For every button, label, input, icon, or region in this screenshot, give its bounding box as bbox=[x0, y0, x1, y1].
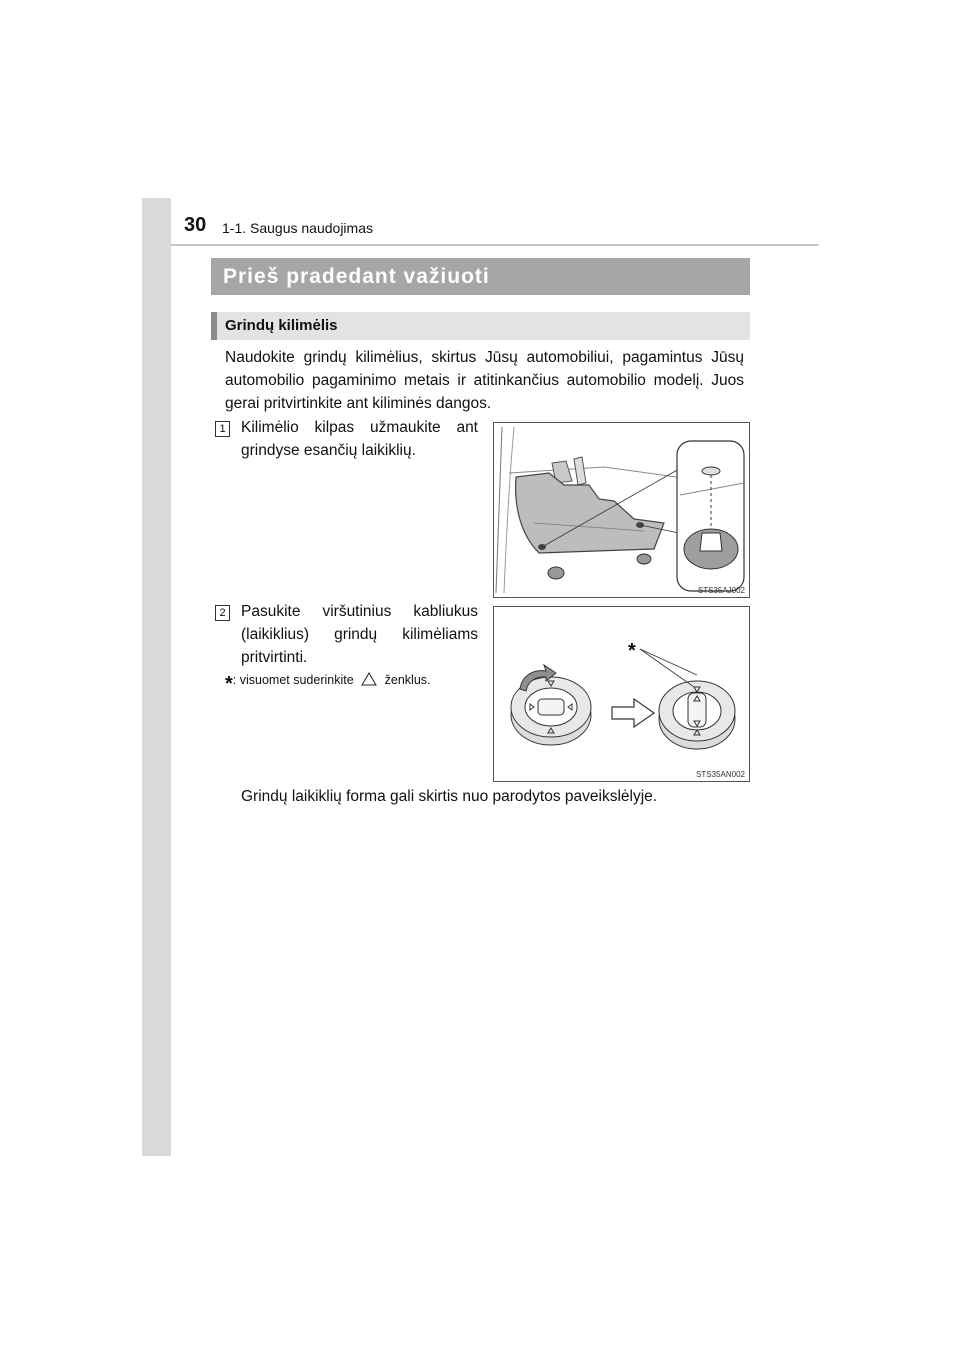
footnote-text-after: ženklus. bbox=[384, 673, 431, 687]
footnote-star: * bbox=[225, 673, 233, 695]
triangle-mark-icon bbox=[361, 672, 377, 686]
step-2-text: Pasukite viršutinius kabliukus (laikiklius) grindų kilimėliams pritvirtinti. bbox=[241, 603, 478, 666]
step-1-text: Kilimėlio kilpas užmaukite ant grindyse esančių laikiklių. bbox=[241, 419, 478, 459]
footnote-text-before: : visuomet suderinkite bbox=[232, 673, 354, 687]
header-divider bbox=[171, 244, 819, 246]
step-number-2: 2 bbox=[215, 605, 230, 621]
step-number-1: 1 bbox=[215, 421, 230, 437]
figure-code-1: STS35AJ002 bbox=[697, 586, 745, 595]
figure-star-label: * bbox=[628, 640, 636, 662]
page-number: 30 bbox=[184, 214, 207, 236]
subsection-title: Grindų kilimėlis bbox=[211, 312, 750, 340]
chapter-title: 1-1. Saugus naudojimas bbox=[222, 220, 373, 236]
floor-mat-drawing bbox=[494, 423, 749, 597]
hook-rotation-drawing bbox=[494, 607, 749, 781]
note-text: Grindų laikiklių forma gali skirtis nuo parodytos paveikslėlyje. bbox=[241, 788, 658, 805]
figure-code-2: STS35AN002 bbox=[696, 770, 745, 779]
floor-mat-illustration bbox=[493, 422, 750, 598]
intro-paragraph: Naudokite grindų kilimėlius, skirtus Jūsų automobiliui, pagamintus Jūsų automobilio pagaminimo metais ir atitinkančius automobilio modelį. Juos gerai pritvirtinkite ant kiliminės dangos. bbox=[225, 349, 744, 412]
hook-rotation-illustration bbox=[493, 606, 750, 782]
side-margin-bar bbox=[142, 198, 171, 1156]
footnote bbox=[225, 672, 431, 696]
section-title: Prieš pradedant važiuoti bbox=[211, 258, 750, 295]
